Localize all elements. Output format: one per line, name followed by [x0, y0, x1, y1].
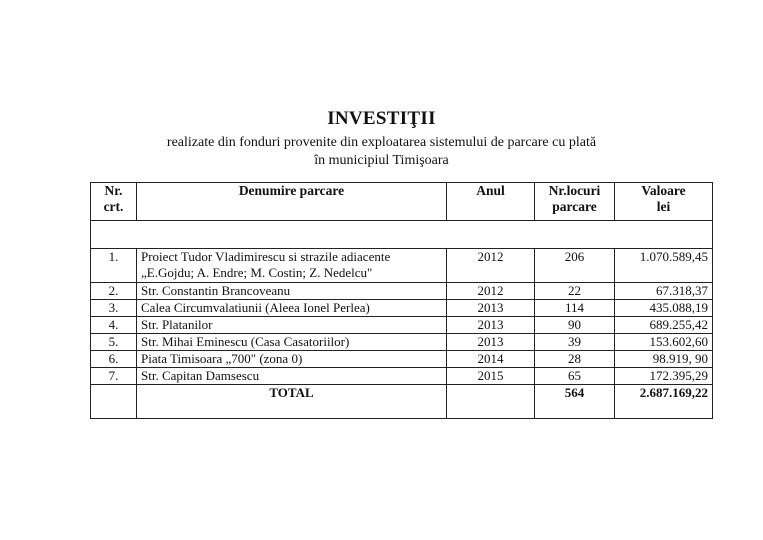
header-locuri-line2: parcare	[552, 199, 597, 214]
cell-nr: 7.	[91, 368, 137, 385]
cell-nr: 1.	[91, 249, 137, 283]
table-empty-row	[91, 221, 713, 249]
header-nr-locuri	[535, 183, 615, 221]
cell-nr: 6.	[91, 351, 137, 368]
header-nr-line2: crt.	[103, 199, 124, 214]
cell-value: 435.088,19	[615, 300, 713, 317]
cell-name: Str. Capitan Damsescu	[137, 368, 447, 385]
cell-year: 2015	[447, 368, 535, 385]
cell-year: 2013	[447, 317, 535, 334]
cell-name: Str. Platanilor	[137, 317, 447, 334]
total-empty-cell	[91, 385, 137, 419]
cell-name: Calea Circumvalatiunii (Aleea Ionel Perlea)	[137, 300, 447, 317]
cell-spots: 39	[535, 334, 615, 351]
cell-name-line1: Proiect Tudor Vladimirescu si strazile adiacente	[141, 249, 391, 264]
cell-spots: 114	[535, 300, 615, 317]
cell-value: 67.318,37	[615, 283, 713, 300]
cell-nr: 2.	[91, 283, 137, 300]
table-total-row	[91, 385, 713, 419]
cell-value: 98.919, 90	[615, 351, 713, 368]
cell-nr: 3.	[91, 300, 137, 317]
table-row	[91, 300, 713, 317]
table-row	[91, 368, 713, 385]
table-row	[91, 317, 713, 334]
cell-name: Str. Mihai Eminescu (Casa Casatoriilor)	[137, 334, 447, 351]
cell-spots: 28	[535, 351, 615, 368]
cell-value: 1.070.589,45	[615, 249, 713, 283]
total-label: TOTAL	[137, 385, 447, 419]
cell-spots: 90	[535, 317, 615, 334]
header-denumire: Denumire parcare	[137, 183, 447, 221]
cell-year: 2012	[447, 249, 535, 283]
header-nr-crt	[91, 183, 137, 221]
table-header-row	[91, 183, 713, 221]
cell-year: 2014	[447, 351, 535, 368]
header-valoare-line2: lei	[656, 199, 671, 214]
cell-value: 172.395,29	[615, 368, 713, 385]
document-subtitle-line2: în municipiul Timişoara	[314, 153, 449, 168]
cell-nr: 5.	[91, 334, 137, 351]
cell-year: 2013	[447, 334, 535, 351]
investments-table	[90, 182, 713, 419]
table-row	[91, 283, 713, 300]
cell-name: Piata Timisoara „700" (zona 0)	[137, 351, 447, 368]
cell-value: 689.255,42	[615, 317, 713, 334]
cell-year: 2012	[447, 283, 535, 300]
document-title: INVESTIŢII	[327, 108, 436, 129]
cell-spots: 206	[535, 249, 615, 283]
table-row	[91, 334, 713, 351]
document-subtitle-line1: realizate din fonduri provenite din exploatarea sistemului de parcare cu plată	[166, 135, 597, 150]
empty-spacer-cell	[91, 221, 713, 249]
cell-value: 153.602,60	[615, 334, 713, 351]
cell-year: 2013	[447, 300, 535, 317]
cell-spots: 65	[535, 368, 615, 385]
cell-nr: 4.	[91, 317, 137, 334]
header-nr-line1: Nr.	[104, 183, 123, 198]
table-row	[91, 249, 713, 283]
header-valoare	[615, 183, 713, 221]
header-valoare-line1: Valoare	[641, 183, 686, 198]
header-anul: Anul	[447, 183, 535, 221]
cell-name	[137, 249, 447, 283]
header-locuri-line1: Nr.locuri	[548, 183, 601, 198]
cell-spots: 22	[535, 283, 615, 300]
table-row	[91, 351, 713, 368]
cell-name: Str. Constantin Brancoveanu	[137, 283, 447, 300]
total-value: 2.687.169,22	[615, 385, 713, 419]
cell-name-line2: „E.Gojdu; A. Endre; M. Costin; Z. Nedelcu"	[141, 265, 373, 280]
total-spots: 564	[535, 385, 615, 419]
total-empty-cell	[447, 385, 535, 419]
